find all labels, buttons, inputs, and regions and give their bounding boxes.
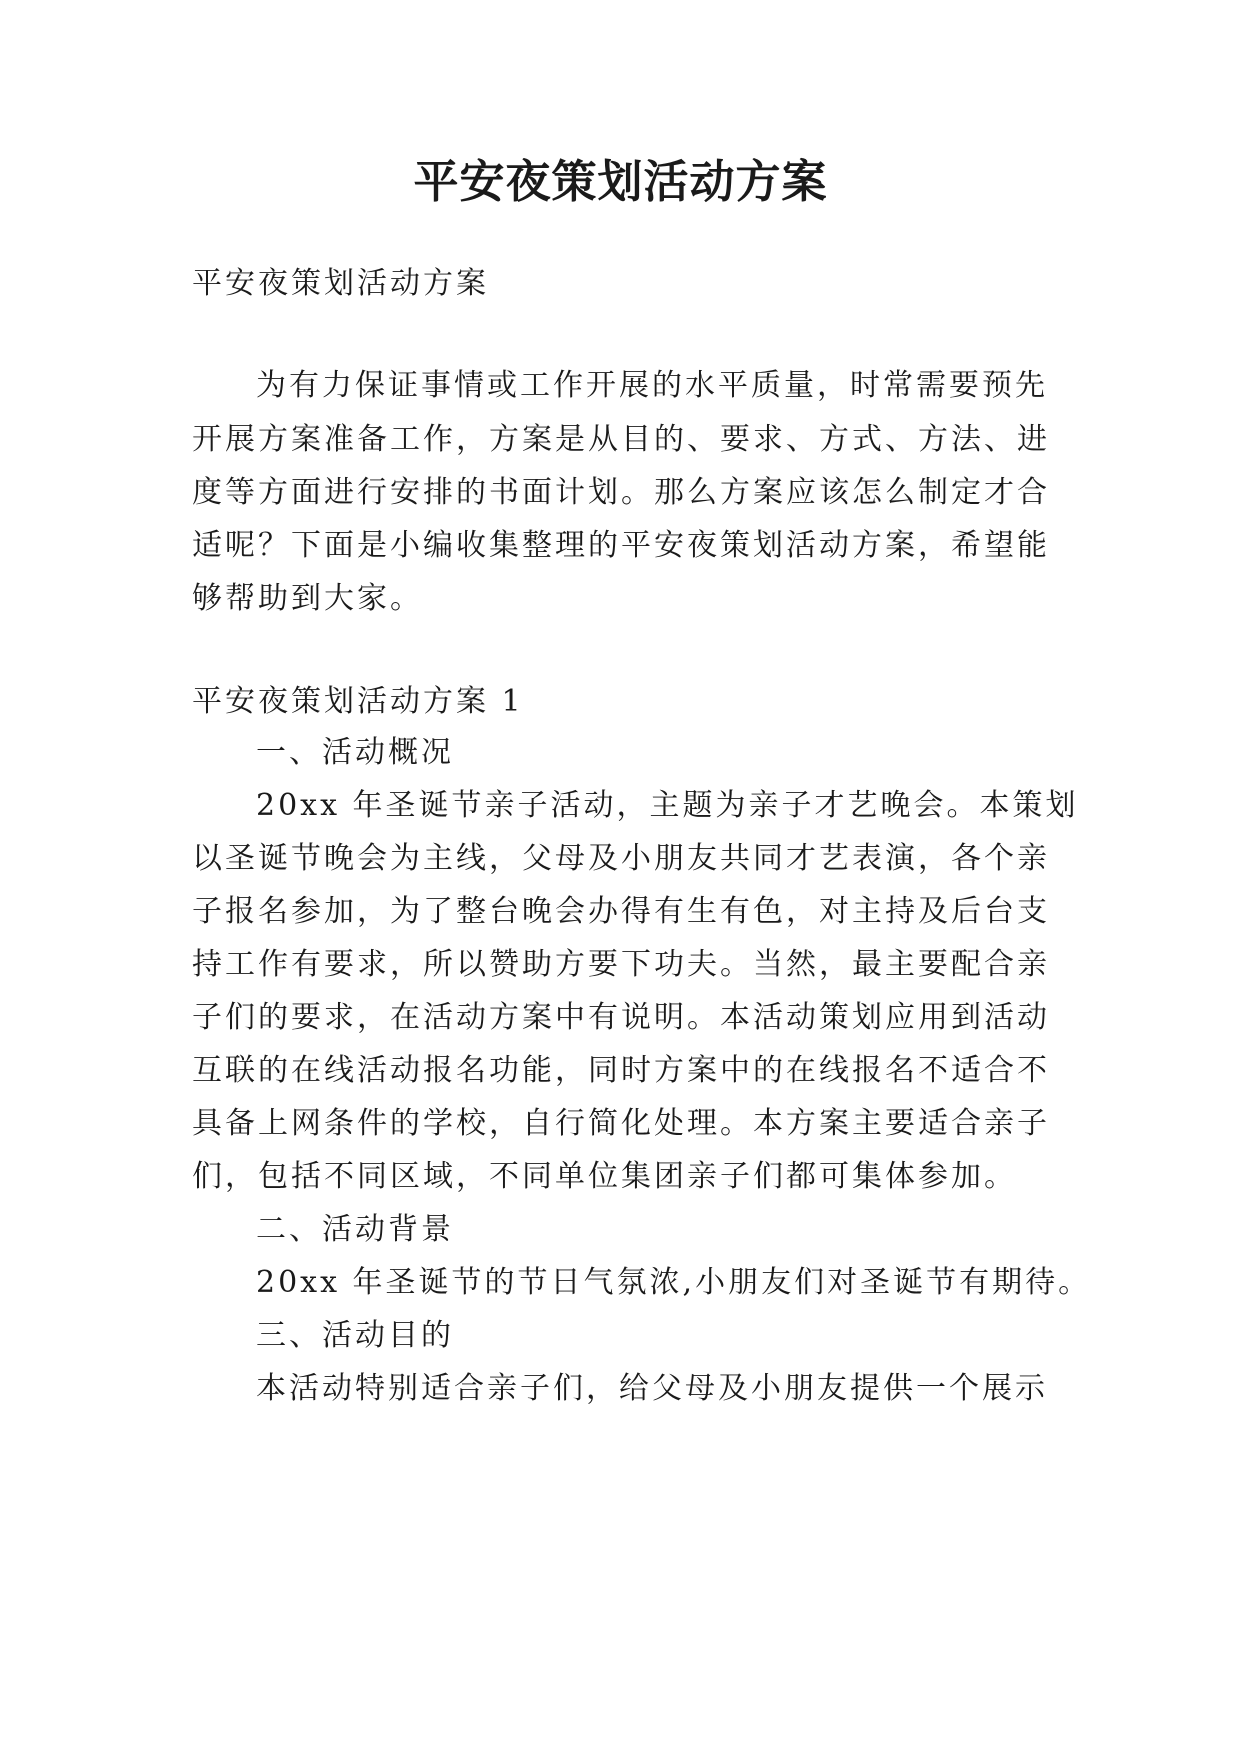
overview-paragraph-line: 以圣诞节晚会为主线，父母及小朋友共同才艺表演，各个亲 — [192, 841, 1050, 876]
intro-paragraph-line: 适呢？下面是小编收集整理的平安夜策划活动方案，希望能 — [192, 528, 1050, 563]
intro-paragraph-line: 为有力保证事情或工作开展的水平质量，时常需要预先 — [256, 368, 1048, 403]
heading-overview: 一、活动概况 — [256, 735, 454, 770]
overview-paragraph-line: 们，包括不同区域，不同单位集团亲子们都可集体参加。 — [192, 1159, 1017, 1194]
overview-paragraph-line: 互联的在线活动报名功能，同时方案中的在线报名不适合不 — [192, 1053, 1050, 1088]
intro-paragraph-line: 够帮助到大家。 — [192, 581, 423, 616]
overview-paragraph-line: 子们的要求，在活动方案中有说明。本活动策划应用到活动 — [192, 1000, 1050, 1035]
purpose-paragraph-line: 本活动特别适合亲子们，给父母及小朋友提供一个展示 — [256, 1371, 1048, 1406]
document-title: 平安夜策划活动方案 — [413, 155, 828, 208]
overview-paragraph-line: 持工作有要求，所以赞助方要下功夫。当然，最主要配合亲 — [192, 947, 1050, 982]
overview-paragraph-line: 具备上网条件的学校，自行简化处理。本方案主要适合亲子 — [192, 1106, 1050, 1141]
intro-paragraph-line: 度等方面进行安排的书面计划。那么方案应该怎么制定才合 — [192, 475, 1050, 510]
background-paragraph-line: 20xx 年圣诞节的节日气氛浓,小朋友们对圣诞节有期待。 — [256, 1265, 1092, 1300]
document-subtitle: 平安夜策划活动方案 — [192, 266, 489, 301]
overview-paragraph-line: 子报名参加，为了整台晚会办得有生有色，对主持及后台支 — [192, 894, 1050, 929]
heading-purpose: 三、活动目的 — [256, 1318, 454, 1353]
overview-paragraph-line: 20xx 年圣诞节亲子活动，主题为亲子才艺晚会。本策划 — [256, 788, 1079, 823]
heading-background: 二、活动背景 — [256, 1212, 454, 1247]
section-heading: 平安夜策划活动方案 1 — [192, 684, 524, 719]
intro-paragraph-line: 开展方案准备工作，方案是从目的、要求、方式、方法、进 — [192, 422, 1050, 457]
